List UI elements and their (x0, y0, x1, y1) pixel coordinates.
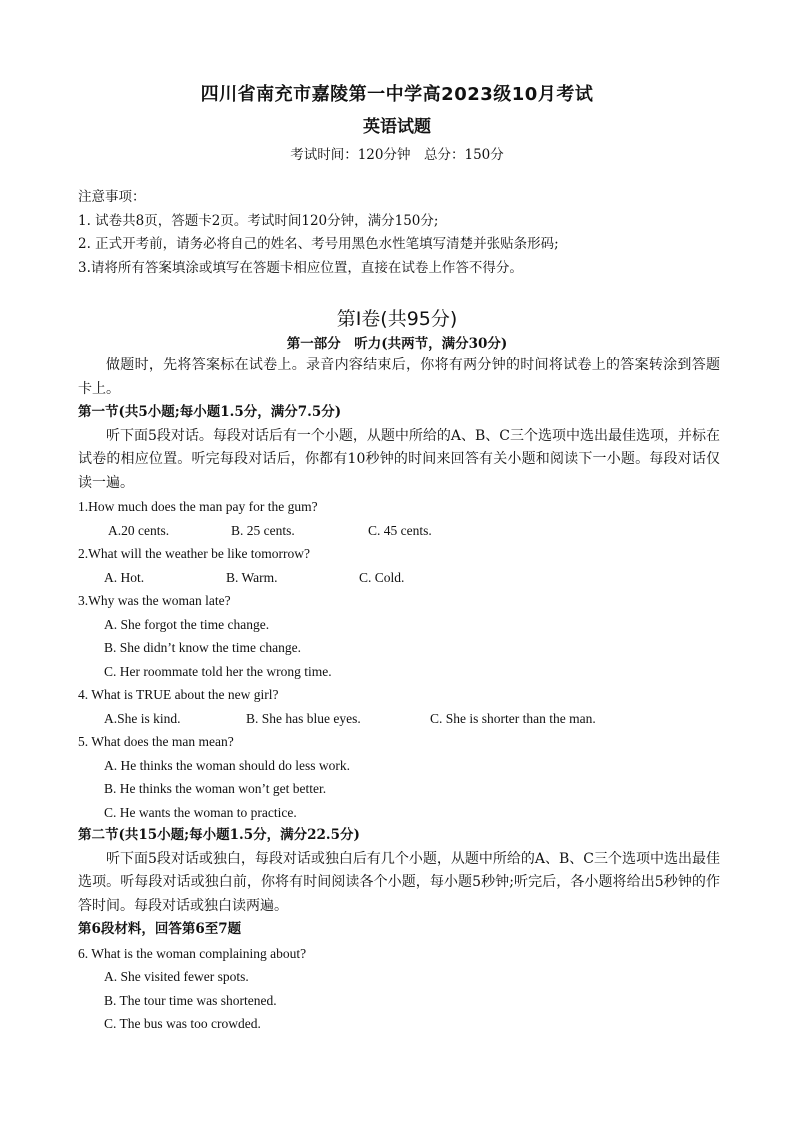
option-b: B. She didn’t know the time change. (104, 640, 301, 655)
options-row-1 (78, 519, 720, 543)
section2-heading: 第二节(共15小题;每小题1.5分，满分22.5分) (78, 827, 360, 843)
option-b: B. 25 cents. (231, 522, 295, 538)
part-title: 第一部分 听力(共两节，满分30分) (286, 336, 508, 352)
options-row-4 (78, 707, 720, 731)
option-a: A.She is kind. (104, 710, 181, 726)
listening-section (78, 354, 720, 1036)
exam-info: 考试时间：120分钟 总分：150分 (290, 147, 504, 163)
exam-title: 四川省南充市嘉陵第一中学高2023级10月考试 (200, 84, 594, 105)
notice-item: 2. 正式开考前，请务必将自己的姓名、考号用黑色水性笔填写清楚并张贴条形码; (78, 236, 559, 252)
option-c: C. He wants the woman to practice. (104, 804, 297, 820)
exam-subtitle: 英语试题 (363, 117, 431, 137)
listening-instructions: 做题时，先将答案标在试卷上。录音内容结束后，你将有两分钟的时间将试卷上的答案转涂到答题卡上。 (78, 357, 720, 397)
options-row-2 (78, 566, 720, 590)
option-a: A. She forgot the time change. (104, 616, 270, 632)
option-a: A. Hot. (104, 569, 145, 585)
option-b: B. He thinks the woman won’t get better. (104, 781, 327, 796)
section2-instructions: 听下面5段对话或独白，每段对话或独白后有几个小题，从题中所给的A、B、C三个选项中选出最佳选项。听每段对话或独白前，你将有时间阅读各个小题，每小题5秒钟;听完后，各小题将给出5秒钟的作答时间。每段对话或独白读两遍。 (78, 850, 721, 914)
option-b: B. She has blue eyes. (246, 710, 361, 726)
question-1: 1.How much does the man pay for the gum? (78, 499, 318, 514)
question-3: 3.Why was the woman late? (78, 593, 231, 608)
question-2: 2.What will the weather be like tomorrow? (78, 546, 311, 561)
material-heading: 第6段材料，回答第6至7题 (78, 921, 242, 937)
option-b: B. Warm. (226, 569, 278, 585)
option-b: B. The tour time was shortened. (104, 992, 277, 1008)
notice-heading: 注意事项： (78, 189, 146, 205)
question-5: 5. What does the man mean? (78, 734, 234, 749)
option-c: C. The bus was too crowded. (104, 1016, 261, 1031)
option-a: A. He thinks the woman should do less work. (104, 757, 350, 773)
question-4: 4. What is TRUE about the new girl? (78, 687, 279, 702)
option-c: C. 45 cents. (368, 522, 432, 538)
option-c: C. She is shorter than the man. (430, 710, 596, 726)
option-a: A.20 cents. (108, 522, 170, 538)
notice-block (78, 186, 559, 280)
section1-heading: 第一节(共5小题;每小题1.5分，满分7.5分) (78, 404, 342, 420)
question-6: 6. What is the woman complaining about? (78, 945, 307, 961)
notice-item: 1. 试卷共8页，答题卡2页。考试时间120分钟，满分150分; (78, 212, 439, 229)
option-c: C. Her roommate told her the wrong time. (104, 663, 332, 679)
notice-item: 3.请将所有答案填涂或填写在答题卡相应位置，直接在试卷上作答不得分。 (78, 259, 523, 276)
volume-title: 第Ⅰ卷(共95分) (336, 308, 458, 330)
option-a: A. She visited fewer spots. (104, 969, 249, 984)
option-c: C. Cold. (359, 569, 405, 585)
section1-instructions: 听下面5段对话。每段对话后有一个小题，从题中所给的A、B、C三个选项中选出最佳选项，并标在试卷的相应位置。听完每段对话后，你都有10秒钟的时间来回答有关小题和阅读下一小题。每段对话仅读一遍。 (78, 427, 721, 491)
